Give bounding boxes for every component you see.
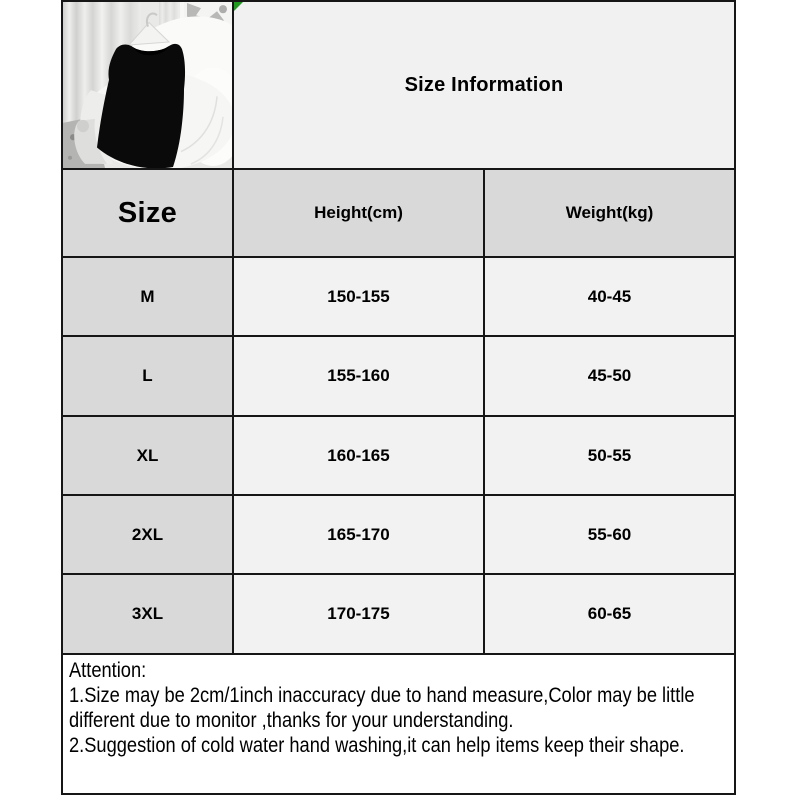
table-cell-height: 165-170 (234, 496, 483, 573)
attention-line-1: 1.Size may be 2cm/1inch inaccuracy due to hand measure,Color may be little (69, 684, 695, 707)
table-cell-height: 150-155 (234, 258, 483, 335)
table-cell-height: 160-165 (234, 417, 483, 494)
attention-line-3: 2.Suggestion of cold water hand washing,it can help items keep their shape. (69, 734, 685, 757)
column-header-height: Height(cm) (234, 170, 483, 256)
table-row-size-label: XL (63, 417, 232, 494)
size-information-table (61, 0, 736, 795)
table-cell-height: 170-175 (234, 575, 483, 653)
table-cell-weight: 40-45 (485, 258, 734, 335)
table-cell-weight: 55-60 (485, 496, 734, 573)
table-row-size-label: M (63, 258, 232, 335)
table-cell-height: 155-160 (234, 337, 483, 415)
attention-note (63, 655, 734, 793)
attention-line-2: different due to monitor ,thanks for your understanding. (69, 709, 514, 732)
table-cell-weight: 50-55 (485, 417, 734, 494)
product-photo-image (63, 2, 232, 168)
table-row-size-label: L (63, 337, 232, 415)
column-header-weight: Weight(kg) (485, 170, 734, 256)
table-row-size-label: 3XL (63, 575, 232, 653)
table-row-size-label: 2XL (63, 496, 232, 573)
product-photo (63, 2, 232, 168)
table-cell-weight: 60-65 (485, 575, 734, 653)
table-cell-weight: 45-50 (485, 337, 734, 415)
attention-heading: Attention: (69, 659, 147, 682)
title-cell (234, 2, 734, 168)
column-header-size: Size (63, 170, 232, 256)
green-corner-marker-icon (234, 2, 243, 11)
page-title: Size Information (404, 73, 564, 96)
